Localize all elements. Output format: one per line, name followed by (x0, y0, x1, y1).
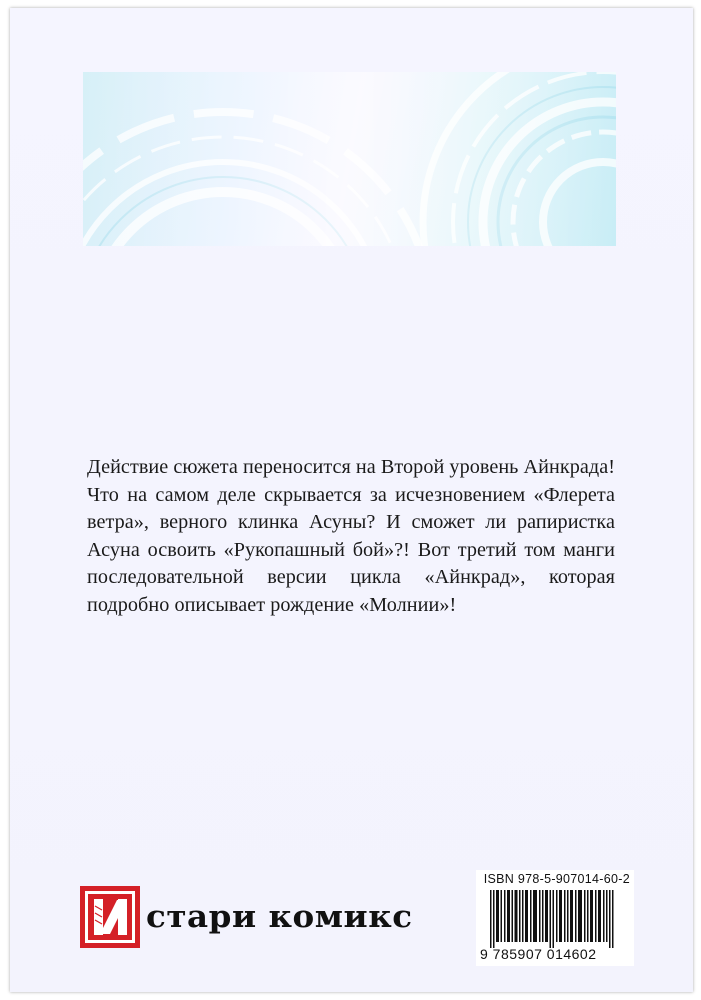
concentric-rings-graphic (83, 72, 616, 246)
barcode-graphic (480, 890, 622, 948)
book-back-cover (10, 8, 693, 992)
decorative-banner (83, 72, 616, 246)
publisher-logo-icon (80, 886, 140, 948)
publisher-name: стари комикс (146, 899, 413, 935)
isbn-barcode-block (476, 870, 634, 966)
publisher-block (80, 885, 413, 949)
barcode-digits: 9 785907 014602 (480, 946, 597, 962)
description-text: Действие сюжета переносится на Второй уровень Айнкрада! Что на самом деле скрывается за исчезновением «Флерета ветра», верного клинка Асуны? И сможет ли рапиристка Асуна освоить «Рукопашный бой»?! Вот третий том манги последовательной версии цикла «Айнкрад», которая подробно описывает рождение «Молнии»! (87, 456, 615, 616)
book-description (87, 454, 615, 619)
isbn-label: ISBN 978-5-907014-60-2 (483, 872, 630, 886)
